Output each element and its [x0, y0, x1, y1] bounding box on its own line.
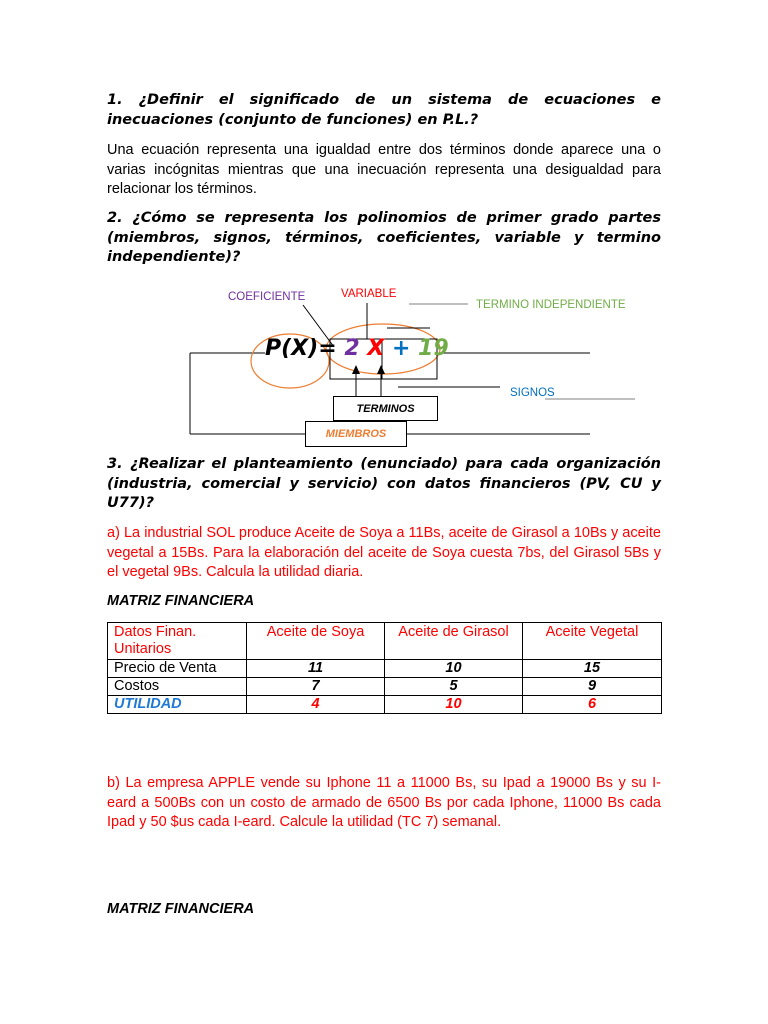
- table-row: [108, 678, 662, 696]
- equation-plus-sign: +: [391, 336, 411, 361]
- polynomial-equation: [265, 335, 449, 363]
- terminos-box: TERMINOS: [333, 396, 438, 421]
- question-3-title: 3. ¿Realizar el planteamiento (enunciado) para cada organización (industria, comercial y servicio) con datos financieros (PV, CU y U77)?: [107, 456, 661, 511]
- row-label-utilidad: UTILIDAD: [108, 696, 247, 714]
- coeficiente-label: COEFICIENTE: [228, 291, 306, 303]
- equation-independent-term: 19: [418, 336, 449, 361]
- equation-coefficient: 2: [344, 336, 360, 361]
- problem-b-text: b) La empresa APPLE vende su Iphone 11 a 11000 Bs, su Ipad a 19000 Bs y su I-eard a 500Bs con un costo de armado de 6500 Bs por cada Iphone, 11000 Bs cada Ipad y 50 $us cada I-eard. Calcule la utilidad (TC 7) semanal.: [107, 775, 661, 830]
- table-header-cell: Aceite de Girasol: [385, 623, 523, 660]
- signos-label: SIGNOS: [510, 387, 555, 399]
- table-cell: 7: [247, 678, 385, 696]
- miembros-box: MIEMBROS: [305, 421, 407, 447]
- row-label: Precio de Venta: [108, 660, 247, 678]
- table-row: [108, 660, 662, 678]
- table-cell: 9: [523, 678, 662, 696]
- equation-equals: =: [318, 336, 337, 361]
- table-cell: 4: [247, 696, 385, 714]
- table-header-cell: Datos Finan. Unitarios: [108, 623, 247, 660]
- table-cell: 6: [523, 696, 662, 714]
- termino-independiente-label: TERMINO INDEPENDIENTE: [476, 299, 626, 311]
- table-cell: 15: [523, 660, 662, 678]
- polynomial-diagram: [0, 280, 768, 450]
- question-1-title: 1. ¿Definir el significado de un sistema de ecuaciones e inecuaciones (conjunto de funciones) en P.L.?: [107, 92, 661, 128]
- matrix-heading-2: MATRIZ FINANCIERA: [107, 901, 255, 917]
- table-header-cell: Aceite de Soya: [247, 623, 385, 660]
- equation-function: P(X): [265, 336, 319, 361]
- row-label: Costos: [108, 678, 247, 696]
- table-cell: 11: [247, 660, 385, 678]
- equation-variable: X: [367, 336, 385, 361]
- matrix-heading-1: MATRIZ FINANCIERA: [107, 593, 255, 609]
- financial-matrix-table: [107, 622, 662, 714]
- question-2-title: 2. ¿Cómo se representa los polinomios de primer grado partes (miembros, signos, términos, coeficientes, variable y termino independiente)?: [107, 210, 661, 265]
- table-cell: 5: [385, 678, 523, 696]
- table-cell: 10: [385, 696, 523, 714]
- table-header-row: [108, 623, 662, 660]
- table-cell: 10: [385, 660, 523, 678]
- table-header-cell: Aceite Vegetal: [523, 623, 662, 660]
- problem-a-text: a) La industrial SOL produce Aceite de Soya a 11Bs, aceite de Girasol a 10Bs y aceite vegetal a 15Bs. Para la elaboración del aceite de Soya cuesta 7bs, del Girasol 5Bs y el vegetal 9Bs. Calcula la utilidad diaria.: [107, 525, 661, 580]
- variable-label: VARIABLE: [341, 288, 397, 300]
- table-row: [108, 696, 662, 714]
- question-1-answer: Una ecuación representa una igualdad entre dos términos donde aparece una o varias incógnitas mientras que una inecuación representa una desigualdad para relacionar los términos.: [107, 142, 661, 197]
